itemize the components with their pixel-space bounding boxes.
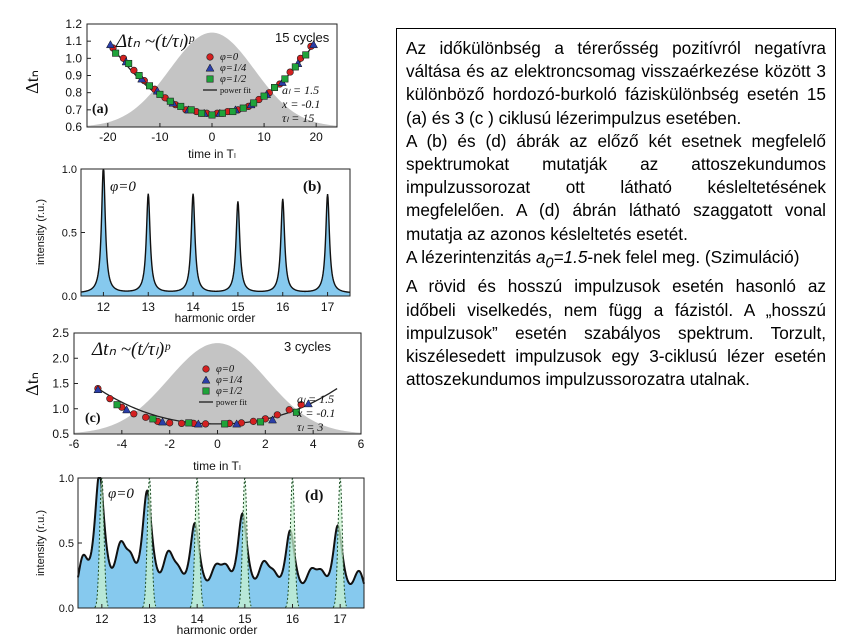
panel-c bbox=[22, 326, 365, 473]
y-tick-label: 0.5 bbox=[58, 538, 74, 550]
x-tick-label: 15 bbox=[238, 612, 252, 626]
x-tick-label: 4 bbox=[309, 437, 317, 451]
phi-label-d: φ=0 bbox=[108, 486, 134, 502]
panel-a bbox=[22, 17, 337, 161]
x-tick-label: 16 bbox=[276, 300, 290, 314]
x-tick-label: 0 bbox=[214, 437, 221, 451]
ylabel-c: Δtₙ bbox=[22, 372, 42, 396]
y-tick-label: 1.0 bbox=[65, 51, 82, 66]
param-label: aₗ = 1.5 bbox=[297, 392, 335, 406]
data-point bbox=[230, 108, 236, 114]
y-tick-label: 2.5 bbox=[52, 326, 69, 340]
legend-label: power fit bbox=[216, 397, 247, 407]
data-point bbox=[146, 83, 152, 89]
x-tick-label: 20 bbox=[309, 130, 323, 144]
x-tick-label: 14 bbox=[186, 300, 200, 314]
intensity-suffix: -nek felel meg. (Szimuláció) bbox=[587, 246, 800, 267]
data-point bbox=[150, 416, 156, 422]
panel-letter-c: (c) bbox=[85, 411, 101, 426]
x-tick-label: 17 bbox=[320, 300, 335, 314]
intensity-prefix: A lézerintenzitás bbox=[406, 246, 536, 267]
y-tick-label: 0.0 bbox=[61, 291, 77, 303]
legend-label: φ=1/2 bbox=[216, 386, 243, 397]
data-point bbox=[167, 98, 173, 104]
x-tick-label: 10 bbox=[257, 130, 271, 144]
xlabel-c: time in Tₗ bbox=[193, 459, 241, 473]
legend-label: power fit bbox=[220, 85, 251, 95]
y-tick-label: 0.5 bbox=[61, 227, 77, 240]
data-point bbox=[221, 421, 227, 427]
data-point bbox=[166, 420, 173, 427]
data-point bbox=[178, 420, 185, 427]
param-label: τₗ = 15 bbox=[282, 111, 315, 125]
panel-letter-b: (b) bbox=[303, 179, 322, 195]
data-point bbox=[282, 76, 288, 82]
ylabel-a: Δtₙ bbox=[22, 70, 42, 94]
data-point bbox=[130, 411, 137, 418]
ylabel-b: intensity (r.u.) bbox=[35, 198, 47, 266]
data-point bbox=[186, 420, 192, 426]
data-point bbox=[202, 421, 209, 428]
panel-letter-d: (d) bbox=[305, 488, 324, 504]
y-tick-label: 1.0 bbox=[52, 401, 69, 416]
legend-marker bbox=[203, 388, 209, 394]
legend-marker bbox=[207, 54, 214, 61]
x-tick-label: 16 bbox=[285, 612, 300, 626]
x-tick-label: -4 bbox=[116, 437, 128, 451]
data-point bbox=[292, 64, 298, 70]
data-point bbox=[250, 418, 257, 425]
formula-a: Δtₙ ~(t/τₗ)ᵖ bbox=[116, 31, 194, 52]
data-point bbox=[178, 103, 184, 109]
param-label: x = -0.1 bbox=[297, 406, 336, 420]
data-point bbox=[198, 110, 204, 116]
x-tick-label: -20 bbox=[99, 130, 117, 144]
x-tick-label: 15 bbox=[231, 300, 245, 314]
data-point bbox=[250, 100, 256, 106]
legend-label: φ=1/4 bbox=[216, 375, 243, 386]
data-point bbox=[257, 419, 263, 425]
data-point bbox=[114, 402, 120, 408]
intensity-subscript: 0 bbox=[545, 255, 554, 272]
panel-d bbox=[35, 473, 364, 637]
y-tick-label: 1.2 bbox=[65, 17, 82, 31]
panel-b bbox=[35, 164, 350, 325]
legend-marker bbox=[203, 366, 210, 373]
cycles-label-a: 15 cycles bbox=[275, 30, 330, 45]
y-tick-label: 1.0 bbox=[58, 473, 74, 485]
data-point bbox=[188, 107, 194, 113]
legend-label: φ=1/4 bbox=[220, 63, 247, 74]
xlabel-b: harmonic order bbox=[174, 311, 256, 325]
legend-marker bbox=[207, 76, 213, 82]
data-point bbox=[240, 105, 246, 111]
data-point bbox=[106, 41, 114, 48]
formula-c: Δtₙ ~(t/τₗ)ᵖ bbox=[92, 339, 170, 360]
param-label: aₗ = 1.5 bbox=[282, 83, 320, 97]
panel-letter-a: (a) bbox=[92, 102, 109, 117]
figure-panels bbox=[0, 0, 380, 644]
data-point bbox=[303, 52, 309, 58]
param-label: τₗ = 3 bbox=[297, 420, 324, 434]
y-tick-label: 0.7 bbox=[65, 102, 82, 117]
param-label: x = -0.1 bbox=[282, 97, 321, 111]
x-tick-label: 13 bbox=[142, 612, 157, 626]
x-tick-label: -10 bbox=[151, 130, 169, 144]
y-tick-label: 0.5 bbox=[52, 427, 69, 441]
y-tick-label: 0.8 bbox=[65, 85, 82, 100]
x-tick-label: 6 bbox=[357, 437, 365, 451]
x-tick-label: 14 bbox=[190, 612, 204, 626]
x-tick-label: -2 bbox=[164, 437, 176, 451]
description-box bbox=[396, 28, 836, 581]
ylabel-d: intensity (r.u.) bbox=[35, 509, 47, 577]
paragraph-2: A (b) és (d) ábrák az előző két esetnek megfelelő spektrumokat mutatják az attoszekundumos impulzussorozat ott látható késleltetésének megfelelően. A (d) ábrán látható szaggatott vonal mutatja az azonos késleltetés esetét. bbox=[406, 130, 826, 244]
phi-label-b: φ=0 bbox=[110, 179, 136, 195]
paragraph-3: A rövid és hosszú impulzusok esetén hasonló az időbeli viselkedés, nem függ a fázistól. A „hosszú impulzusok” esetén szabályos spektrum. Torzult, kiszélesedett impulzusok egy 3-ciklusú lézer esetén attoszekundumos impulzussorozatra utalnak. bbox=[406, 276, 826, 390]
data-point bbox=[219, 110, 225, 116]
x-tick-label: 17 bbox=[333, 612, 347, 626]
legend-label: φ=0 bbox=[220, 52, 239, 63]
data-point bbox=[209, 112, 215, 118]
x-tick-label: -6 bbox=[68, 437, 80, 451]
x-tick-label: 13 bbox=[141, 300, 155, 314]
data-point bbox=[286, 406, 293, 413]
y-tick-label: 1.5 bbox=[52, 376, 69, 391]
x-tick-label: 0 bbox=[208, 130, 216, 144]
cycles-label-c: 3 cycles bbox=[284, 339, 331, 354]
data-point bbox=[142, 414, 149, 421]
data-point bbox=[271, 84, 277, 90]
data-point bbox=[136, 72, 142, 78]
legend-label: φ=1/2 bbox=[220, 74, 247, 85]
y-tick-label: 1.0 bbox=[61, 164, 77, 176]
data-point bbox=[107, 395, 114, 402]
x-tick-label: 2 bbox=[261, 437, 269, 451]
legend-label: φ=0 bbox=[216, 364, 235, 375]
data-point bbox=[274, 412, 281, 419]
y-tick-label: 0.6 bbox=[65, 120, 82, 134]
xlabel-d: harmonic order bbox=[176, 623, 258, 637]
paragraph-intensity bbox=[406, 246, 826, 276]
xlabel-a: time in Tₗ bbox=[188, 147, 236, 161]
y-tick-label: 0.9 bbox=[65, 68, 82, 83]
paragraph-1: Az időkülönbség a térerősség pozitívról negatívra váltása és az elektroncsomag visszaérkezése között 3 különböző hordozó-burkoló fáziskülönbség esetén 15 (a) és 3 (c ) ciklusú lézerimpulzus esetében. bbox=[406, 38, 826, 128]
x-tick-label: 12 bbox=[95, 612, 109, 626]
data-point bbox=[125, 60, 131, 66]
x-tick-label: 12 bbox=[96, 300, 111, 314]
y-tick-label: 0.0 bbox=[58, 603, 74, 615]
data-point bbox=[261, 93, 267, 99]
intensity-a0: $a_0=1.5$ bbox=[535, 246, 588, 272]
data-point bbox=[157, 91, 163, 97]
y-tick-label: 1.1 bbox=[65, 34, 82, 49]
y-tick-label: 2.0 bbox=[52, 351, 69, 366]
